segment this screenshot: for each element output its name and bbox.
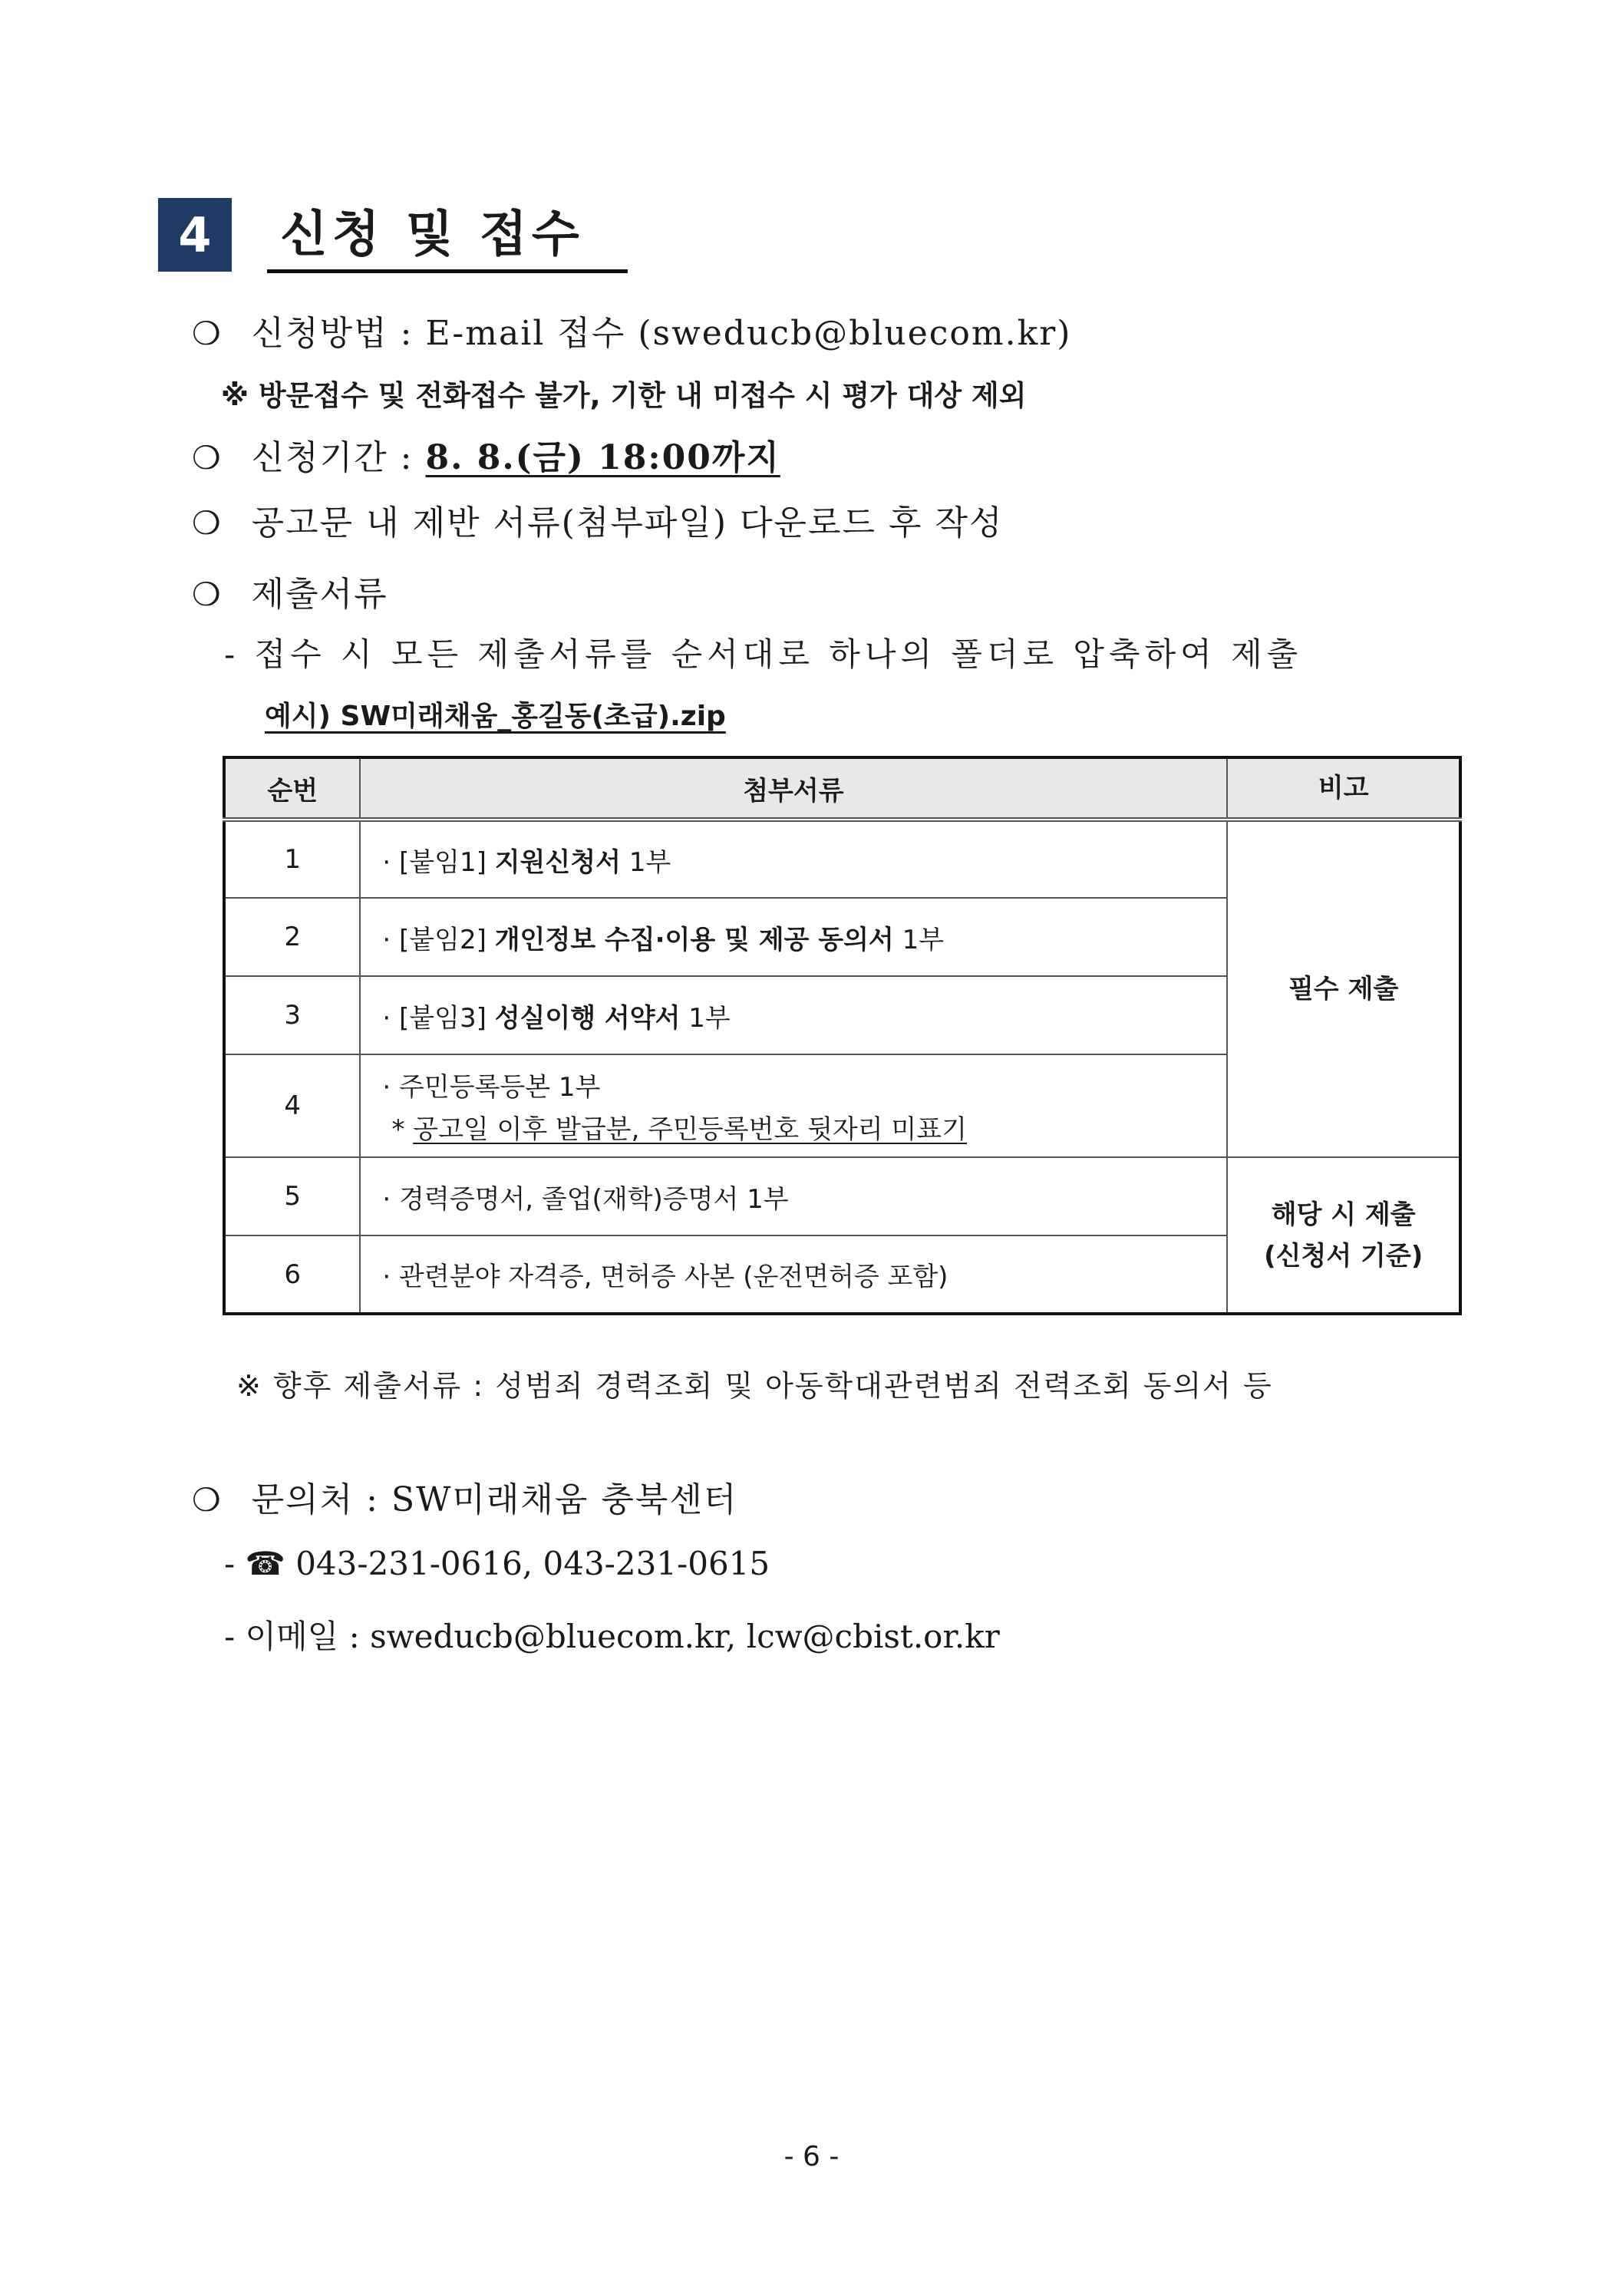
row-document — [360, 1157, 1227, 1235]
remark-conditional — [1227, 1157, 1460, 1314]
row-suffix: 1부 — [620, 846, 671, 878]
row-number: 2 — [224, 898, 360, 976]
row-suffix: 1부 — [893, 924, 945, 955]
contact-email: - 이메일 : sweducb@bluecom.kr, lcw@cbist.or.kr — [224, 1618, 1000, 1655]
note-text: 공고일 이후 발급분, 주민등록번호 뒷자리 미표기 — [413, 1114, 967, 1145]
row-prefix: · — [382, 1262, 400, 1292]
contact-phone: - ☎ 043-231-0616, 043-231-0615 — [224, 1545, 770, 1582]
method-text: 신청방법 : E-mail 접수 (sweducb@bluecom.kr) — [251, 314, 1072, 353]
circle-bullet-icon: ❍ — [192, 1481, 223, 1519]
section-title-underline — [267, 269, 628, 273]
contact-label: 문의처 : SW미래채움 충북센터 — [251, 1480, 738, 1519]
remark-conditional-line1: 해당 시 제출 — [1271, 1199, 1416, 1230]
contact-line — [192, 1472, 737, 1521]
section-number-badge: 4 — [158, 198, 232, 272]
row-document — [360, 820, 1227, 898]
docs-example: 예시) SW미래채움_홍길동(초급).zip — [265, 701, 726, 732]
row-document — [360, 976, 1227, 1054]
row-doc-name: 관련분야 자격증, 면허증 사본 (운전면허증 포함) — [399, 1262, 948, 1292]
download-text: 공고문 내 제반 서류(첨부파일) 다운로드 후 작성 — [251, 503, 1004, 543]
row-suffix: 1부 — [680, 1002, 731, 1034]
table-header-row — [224, 757, 1460, 820]
section-title: 신청 및 접수 — [280, 206, 584, 263]
row-document — [360, 1054, 1227, 1157]
row-number: 1 — [224, 820, 360, 898]
header-documents: 첨부서류 — [360, 757, 1227, 820]
period-label: 신청기간 : — [251, 438, 426, 477]
note-star: * — [391, 1114, 414, 1145]
remark-conditional-line2: (신청서 기준) — [1264, 1240, 1423, 1272]
row-doc-name: 성실이행 서약서 — [494, 1002, 681, 1034]
period-value: 8. 8.(금) 18:00까지 — [425, 438, 780, 477]
row-prefix: · — [382, 1072, 400, 1103]
row-prefix: · — [382, 1183, 400, 1215]
future-docs-note: ※ 향후 제출서류 : 성범죄 경력조회 및 아동학대관련범죄 전력조회 동의서 등 — [236, 1369, 1273, 1403]
row-prefix: · [붙임1] — [382, 846, 495, 878]
circle-bullet-icon: ❍ — [192, 576, 223, 613]
row-note — [382, 1108, 1225, 1146]
row-number: 4 — [224, 1054, 360, 1157]
header-number: 순번 — [224, 757, 360, 820]
attachments-table — [223, 756, 1462, 1315]
row-doc-name: 지원신청서 — [494, 846, 621, 878]
row-number: 6 — [224, 1235, 360, 1314]
row-document — [360, 1235, 1227, 1314]
method-line — [192, 305, 1071, 355]
table-row — [224, 820, 1460, 898]
row-doc-name: 경력증명서, 졸업(재학)증명서 1부 — [399, 1183, 789, 1215]
row-document — [360, 898, 1227, 976]
page-number: - 6 - — [783, 2141, 840, 2172]
circle-bullet-icon: ❍ — [192, 439, 223, 477]
method-note: ※ 방문접수 및 전화접수 불가, 기한 내 미접수 시 평가 대상 제외 — [221, 379, 1027, 412]
table-row — [224, 1157, 1460, 1235]
row-doc-name: 개인정보 수집·이용 및 제공 동의서 — [494, 924, 894, 955]
row-prefix: · [붙임3] — [382, 1002, 495, 1034]
period-line — [192, 430, 780, 479]
circle-bullet-icon: ❍ — [192, 504, 223, 542]
remark-required: 필수 제출 — [1227, 820, 1460, 1157]
circle-bullet-icon: ❍ — [192, 315, 223, 352]
header-remarks: 비고 — [1227, 757, 1460, 820]
docs-label: 제출서류 — [251, 575, 388, 614]
docs-instruction: - 접수 시 모든 제출서류를 순서대로 하나의 폴더로 압축하여 제출 — [224, 635, 1303, 673]
download-line — [192, 495, 1003, 544]
row-number: 3 — [224, 976, 360, 1054]
row-doc-name: 주민등록등본 1부 — [399, 1072, 601, 1103]
row-number: 5 — [224, 1157, 360, 1235]
row-prefix: · [붙임2] — [382, 924, 495, 955]
docs-line — [192, 566, 388, 615]
